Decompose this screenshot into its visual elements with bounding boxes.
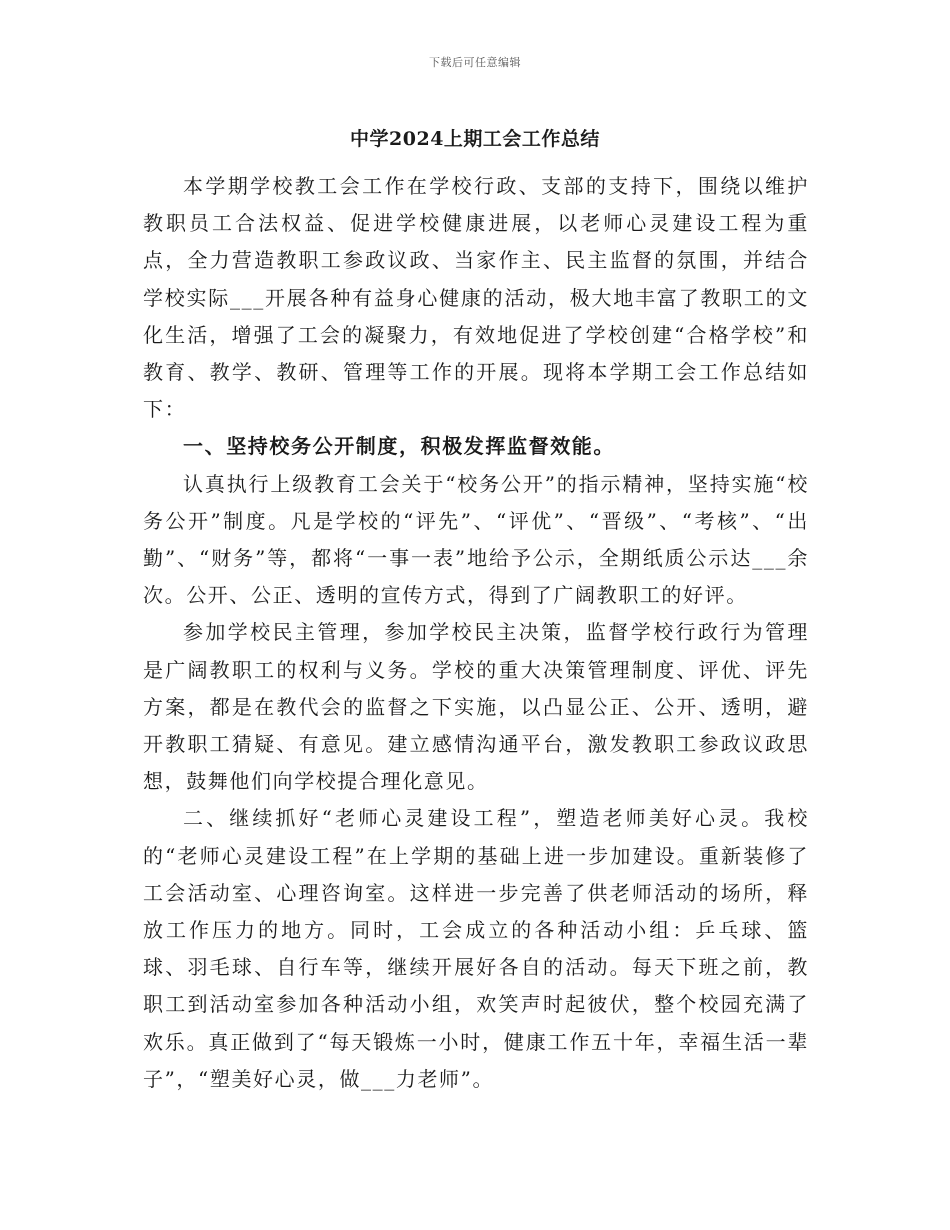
paragraph-intro: 本学期学校教工会工作在学校行政、支部的支持下，围绕以维护教职员工合法权益、促进学校健康进展，以老师心灵建设工程为重点，全力营造教职工参政议政、当家作主、民主监督的氛围，并结合学校实际___开展各种有益身心健康的活动，极大地丰富了教职工的文化生活，增强了工会的凝聚力，有效地促进了学校创建“合格学校”和教育、教学、教研、管理等工作的开展。现将本学期工会工作总结如下： xyxy=(143,174,809,422)
paragraph-teacher-wellbeing: 二、继续抓好“老师心灵建设工程”，塑造老师美好心灵。我校的“老师心灵建设工程”在上学期的基础上进一步加建设。重新装修了工会活动室、心理咨询室。这样进一步完善了供老师活动的场所，释放工作压力的地方。同时，工会成立的各种活动小组：乒乓球、篮球、羽毛球、自行车等，继续开展好各自的活动。每天下班之前，教职工到活动室参加各种活动小组，欢笑声时起彼伏，整个校园充满了欢乐。真正做到了“每天锻炼一小时，健康工作五十年，幸福生活一辈子”，“塑美好心灵，做___力老师”。 xyxy=(143,806,809,1091)
document-body xyxy=(143,168,809,1098)
document-title: 中学2024上期工会工作总结 xyxy=(350,128,600,150)
paragraph-disclosure: 认真执行上级教育工会关于“校务公开”的指示精神，坚持实施“校务公开”制度。凡是学校的“评先”、“评优”、“晋级”、“考核”、“出勤”、“财务”等，都将“一事一表”地给予公示，全期纸质公示达___余次。公开、公正、透明的宣传方式，得到了广阔教职工的好评。 xyxy=(143,471,809,608)
paragraph-democratic-management: 参加学校民主管理，参加学校民主决策，监督学校行政行为管理是广阔教职工的权利与义务。学校的重大决策管理制度、评优、评先方案，都是在教代会的监督之下实施，以凸显公正、公开、透明，避开教职工猜疑、有意见。建立感情沟通平台，激发教职工参政议政思想，鼓舞他们向学校提合理化意见。 xyxy=(143,620,809,794)
header-note: 下载后可任意编辑 xyxy=(429,56,521,69)
section-heading-1: 一、坚持校务公开制度，积极发挥监督效能。 xyxy=(183,434,615,459)
